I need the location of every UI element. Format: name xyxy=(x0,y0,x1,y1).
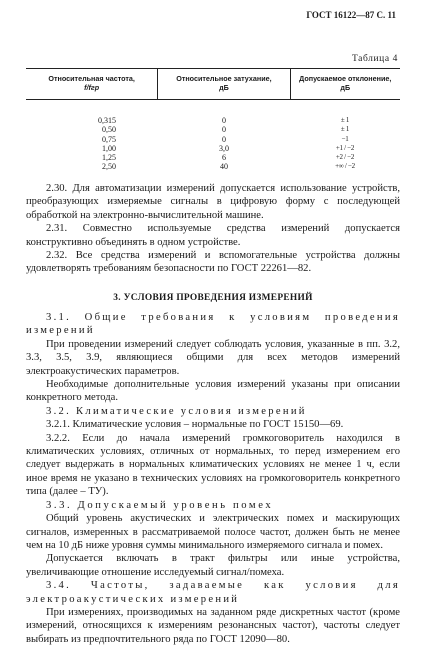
table-cell: 0 xyxy=(222,125,226,135)
table-cell: 6 xyxy=(222,153,226,163)
table-cell: 0,315 xyxy=(98,116,116,125)
table-cell: 0 xyxy=(222,134,226,144)
header-relative-frequency: Относительная частота, f/fгр xyxy=(48,74,135,92)
section-3-title: 3. УСЛОВИЯ ПРОВЕДЕНИЯ ИЗМЕРЕНИЙ xyxy=(113,293,313,303)
table-cell: +1 / −2 xyxy=(335,143,355,152)
body-text-upper xyxy=(26,182,400,276)
attenuation-column xyxy=(158,116,290,178)
paragraph-3-1-extra: Необходимые дополнительные условия измерений указаны при описании конкретного метода. xyxy=(26,379,400,404)
paragraph-3-3: Общий уровень акустических и электрических помех и маскирующих сигналов, измеренных в рассматриваемой полосе частот, должен быть не менее чем на 10 дБ ниже уровня суммы минимального измеряемого сигнала и помех. xyxy=(26,513,400,551)
frequency-column xyxy=(26,116,158,178)
subsection-3-1-title: 3.1. Общие требования к условиям проведения измерений xyxy=(26,312,400,337)
paragraph-3-2-2: 3.2.2. Если до начала измерений громкоговоритель находился в климатических условиях, отличных от нормальных, то перед измерением его следует выдержать в нормальных климатических условиях не менее 1 ч, если иное время не указано в технических условиях на громкоговоритель конкретного типа (далее – ТУ). xyxy=(26,432,400,498)
page-header: ГОСТ 16122—87 С. 11 xyxy=(306,10,396,20)
table-header-row xyxy=(26,69,400,100)
paragraph-3-4: При измерениях, производимых на заданном ряде дискретных частот (кроме измерений, относящихся к измерениям резонансных частот), частоты следует выбирать из предпочтительного ряда по ГОСТ 12090—80. xyxy=(26,606,400,645)
table-cell: 1,25 xyxy=(102,153,116,163)
table-cell: ± 1 xyxy=(340,125,350,134)
table-cell: ± 1 xyxy=(340,116,350,124)
subsection-3-3-title: 3.3. Допускаемый уровень помех xyxy=(46,499,274,511)
tolerance-column xyxy=(290,116,400,178)
table-cell: 1,00 xyxy=(102,143,116,153)
table-4 xyxy=(26,68,400,178)
table-body xyxy=(26,100,400,178)
table-cell: +2 / −2 xyxy=(335,153,355,162)
table-cell: 0 xyxy=(222,116,226,125)
header-relative-attenuation: Относительное затухание, дБ xyxy=(157,69,289,99)
table-cell: 40 xyxy=(220,162,228,172)
paragraph-2-32: 2.32. Все средства измерений и вспомогательные устройства должны удовлетворять требованиям безопасности по ГОСТ 22261—82. xyxy=(26,250,400,275)
subsection-3-2-title: 3.2. Климатические условия измерений xyxy=(46,405,307,417)
header-allowed-deviation: Допускаемое отклонение, дБ xyxy=(290,69,400,99)
table-cell: +∞ / −2 xyxy=(335,162,355,171)
table-cell: 3,0 xyxy=(219,143,229,153)
table-cell: −1 xyxy=(341,134,349,143)
table-cell: 2,50 xyxy=(102,162,116,172)
paragraph-3-3-extra: Допускается включать в тракт фильтры или иные устройства, увеличивающие отношение исследуемый сигнал/помеха. xyxy=(26,553,400,578)
paragraph-3-2-1: 3.2.1. Климатические условия – нормальные по ГОСТ 15150—69. xyxy=(46,419,344,431)
paragraph-2-31: 2.31. Совместно используемые средства измерений допускается конструктивно объединять в одном устройстве. xyxy=(26,223,400,248)
paragraph-3-1: При проведении измерений следует соблюдать условия, указанные в пп. 3.2, 3.3, 3.5, 3.9, являющиеся общими для всех методов измерений электроакустических параметров. xyxy=(26,338,400,377)
subsection-3-4-title: 3.4. Частоты, задаваемые как условия для электроакустических измерений xyxy=(26,580,400,605)
body-text-lower xyxy=(26,311,400,646)
table-label: Таблица 4 xyxy=(351,54,398,64)
table-cell: 0,75 xyxy=(102,134,116,144)
table-cell: 0,50 xyxy=(102,125,116,135)
paragraph-2-30: 2.30. Для автоматизации измерений допускается использование устройств, преобразующих измеряемые сигналы в цифровую форму с последующей обработкой на электронно-вычислительной машине. xyxy=(26,183,400,221)
section-3 xyxy=(26,292,400,305)
